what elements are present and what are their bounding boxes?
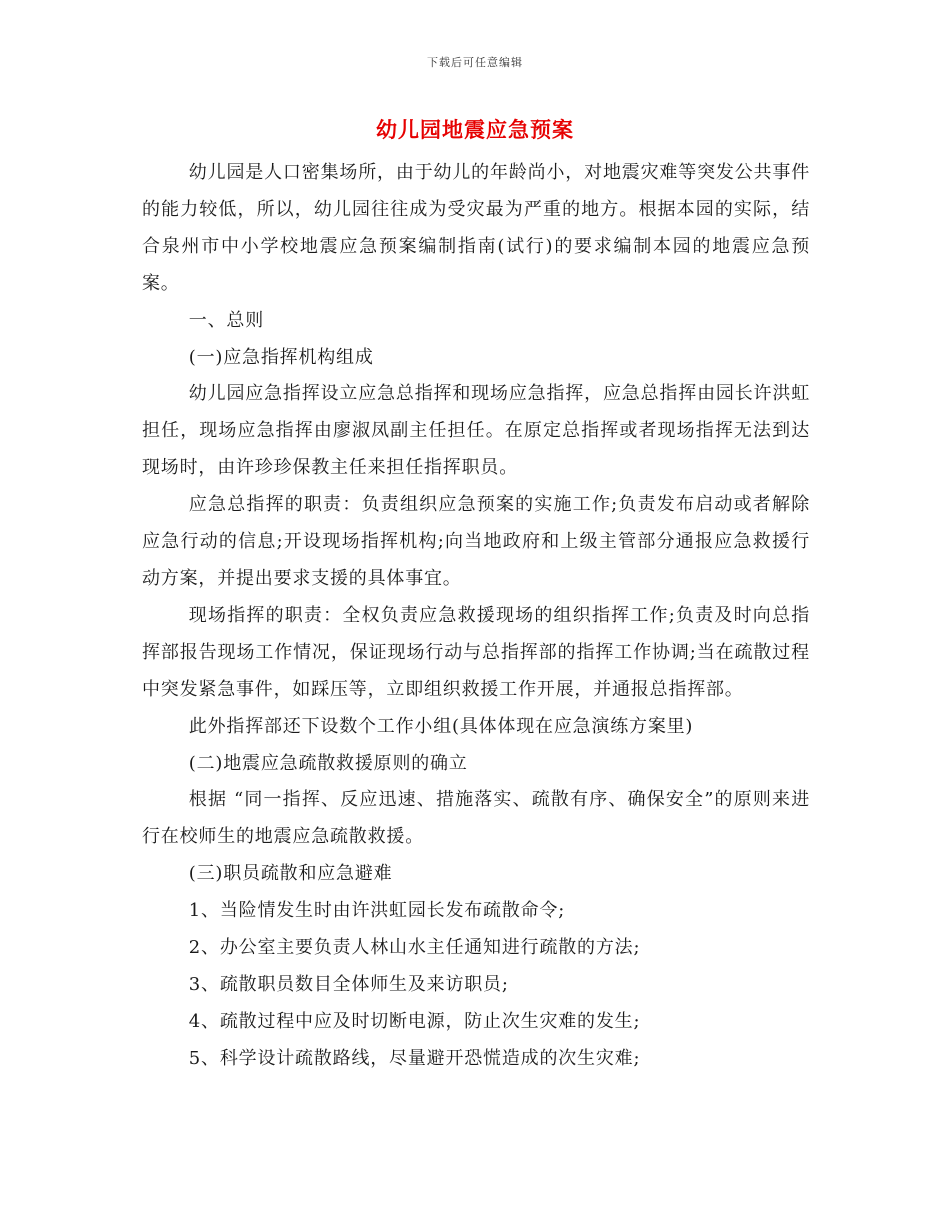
list-item: 2、办公室主要负责人林山水主任通知进行疏散的方法; [188, 937, 641, 959]
document-title: 幼儿园地震应急预案 [376, 117, 574, 142]
paragraph: 现场指挥的职责：全权负责应急救援现场的组织指挥工作;负责及时向总指挥部报告现场工作情况，保证现场行动与总指挥部的指挥工作协调;当在疏散过程中突发紧急事件，如踩压等，立即组织救援工作开展，并通报总指挥部。 [142, 604, 810, 700]
list-item: 1、当险情发生时由许洪虹园长发布疏散命令; [188, 900, 566, 922]
list-item: 3、疏散职员数目全体师生及来访职员; [188, 973, 509, 995]
paragraph: 幼儿园应急指挥设立应急总指挥和现场应急指挥，应急总指挥由园长许洪虹担任，现场应急指挥由廖淑凤副主任担任。在原定总指挥或者现场指挥无法到达现场时，由许珍珍保教主任来担任指挥职员。 [142, 383, 810, 479]
paragraph: 此外指挥部还下设数个工作小组(具体体现在应急演练方案里) [188, 715, 694, 737]
document-body [142, 155, 810, 1078]
header-note: 下载后可任意编辑 [427, 56, 523, 69]
paragraph: 幼儿园是人口密集场所，由于幼儿的年龄尚小，对地震灾难等突发公共事件的能力较低，所以，幼儿园往往成为受灾最为严重的地方。根据本园的实际，结合泉州市中小学校地震应急预案编制指南(试行)的要求编制本园的地震应急预案。 [142, 162, 810, 294]
section-heading: 一、总则 [188, 309, 264, 331]
paragraph: 应急总指挥的职责：负责组织应急预案的实施工作;负责发布启动或者解除应急行动的信息;开设现场指挥机构;向当地政府和上级主管部分通报应急救援行动方案，并提出要求支援的具体事宜。 [142, 494, 810, 589]
subsection-heading: (三)职员疏散和应急避难 [188, 863, 393, 885]
subsection-heading: (一)应急指挥机构组成 [188, 346, 374, 368]
paragraph: 根据 “同一指挥、反应迅速、措施落实、疏散有序、确保安全”的原则来进行在校师生的地震应急疏散救援。 [142, 789, 810, 848]
subsection-heading: (二)地震应急疏散救援原则的确立 [188, 752, 468, 774]
list-item: 4、疏散过程中应及时切断电源，防止次生灾难的发生; [188, 1010, 641, 1032]
list-item: 5、科学设计疏散路线，尽量避开恐慌造成的次生灾难; [188, 1047, 641, 1069]
